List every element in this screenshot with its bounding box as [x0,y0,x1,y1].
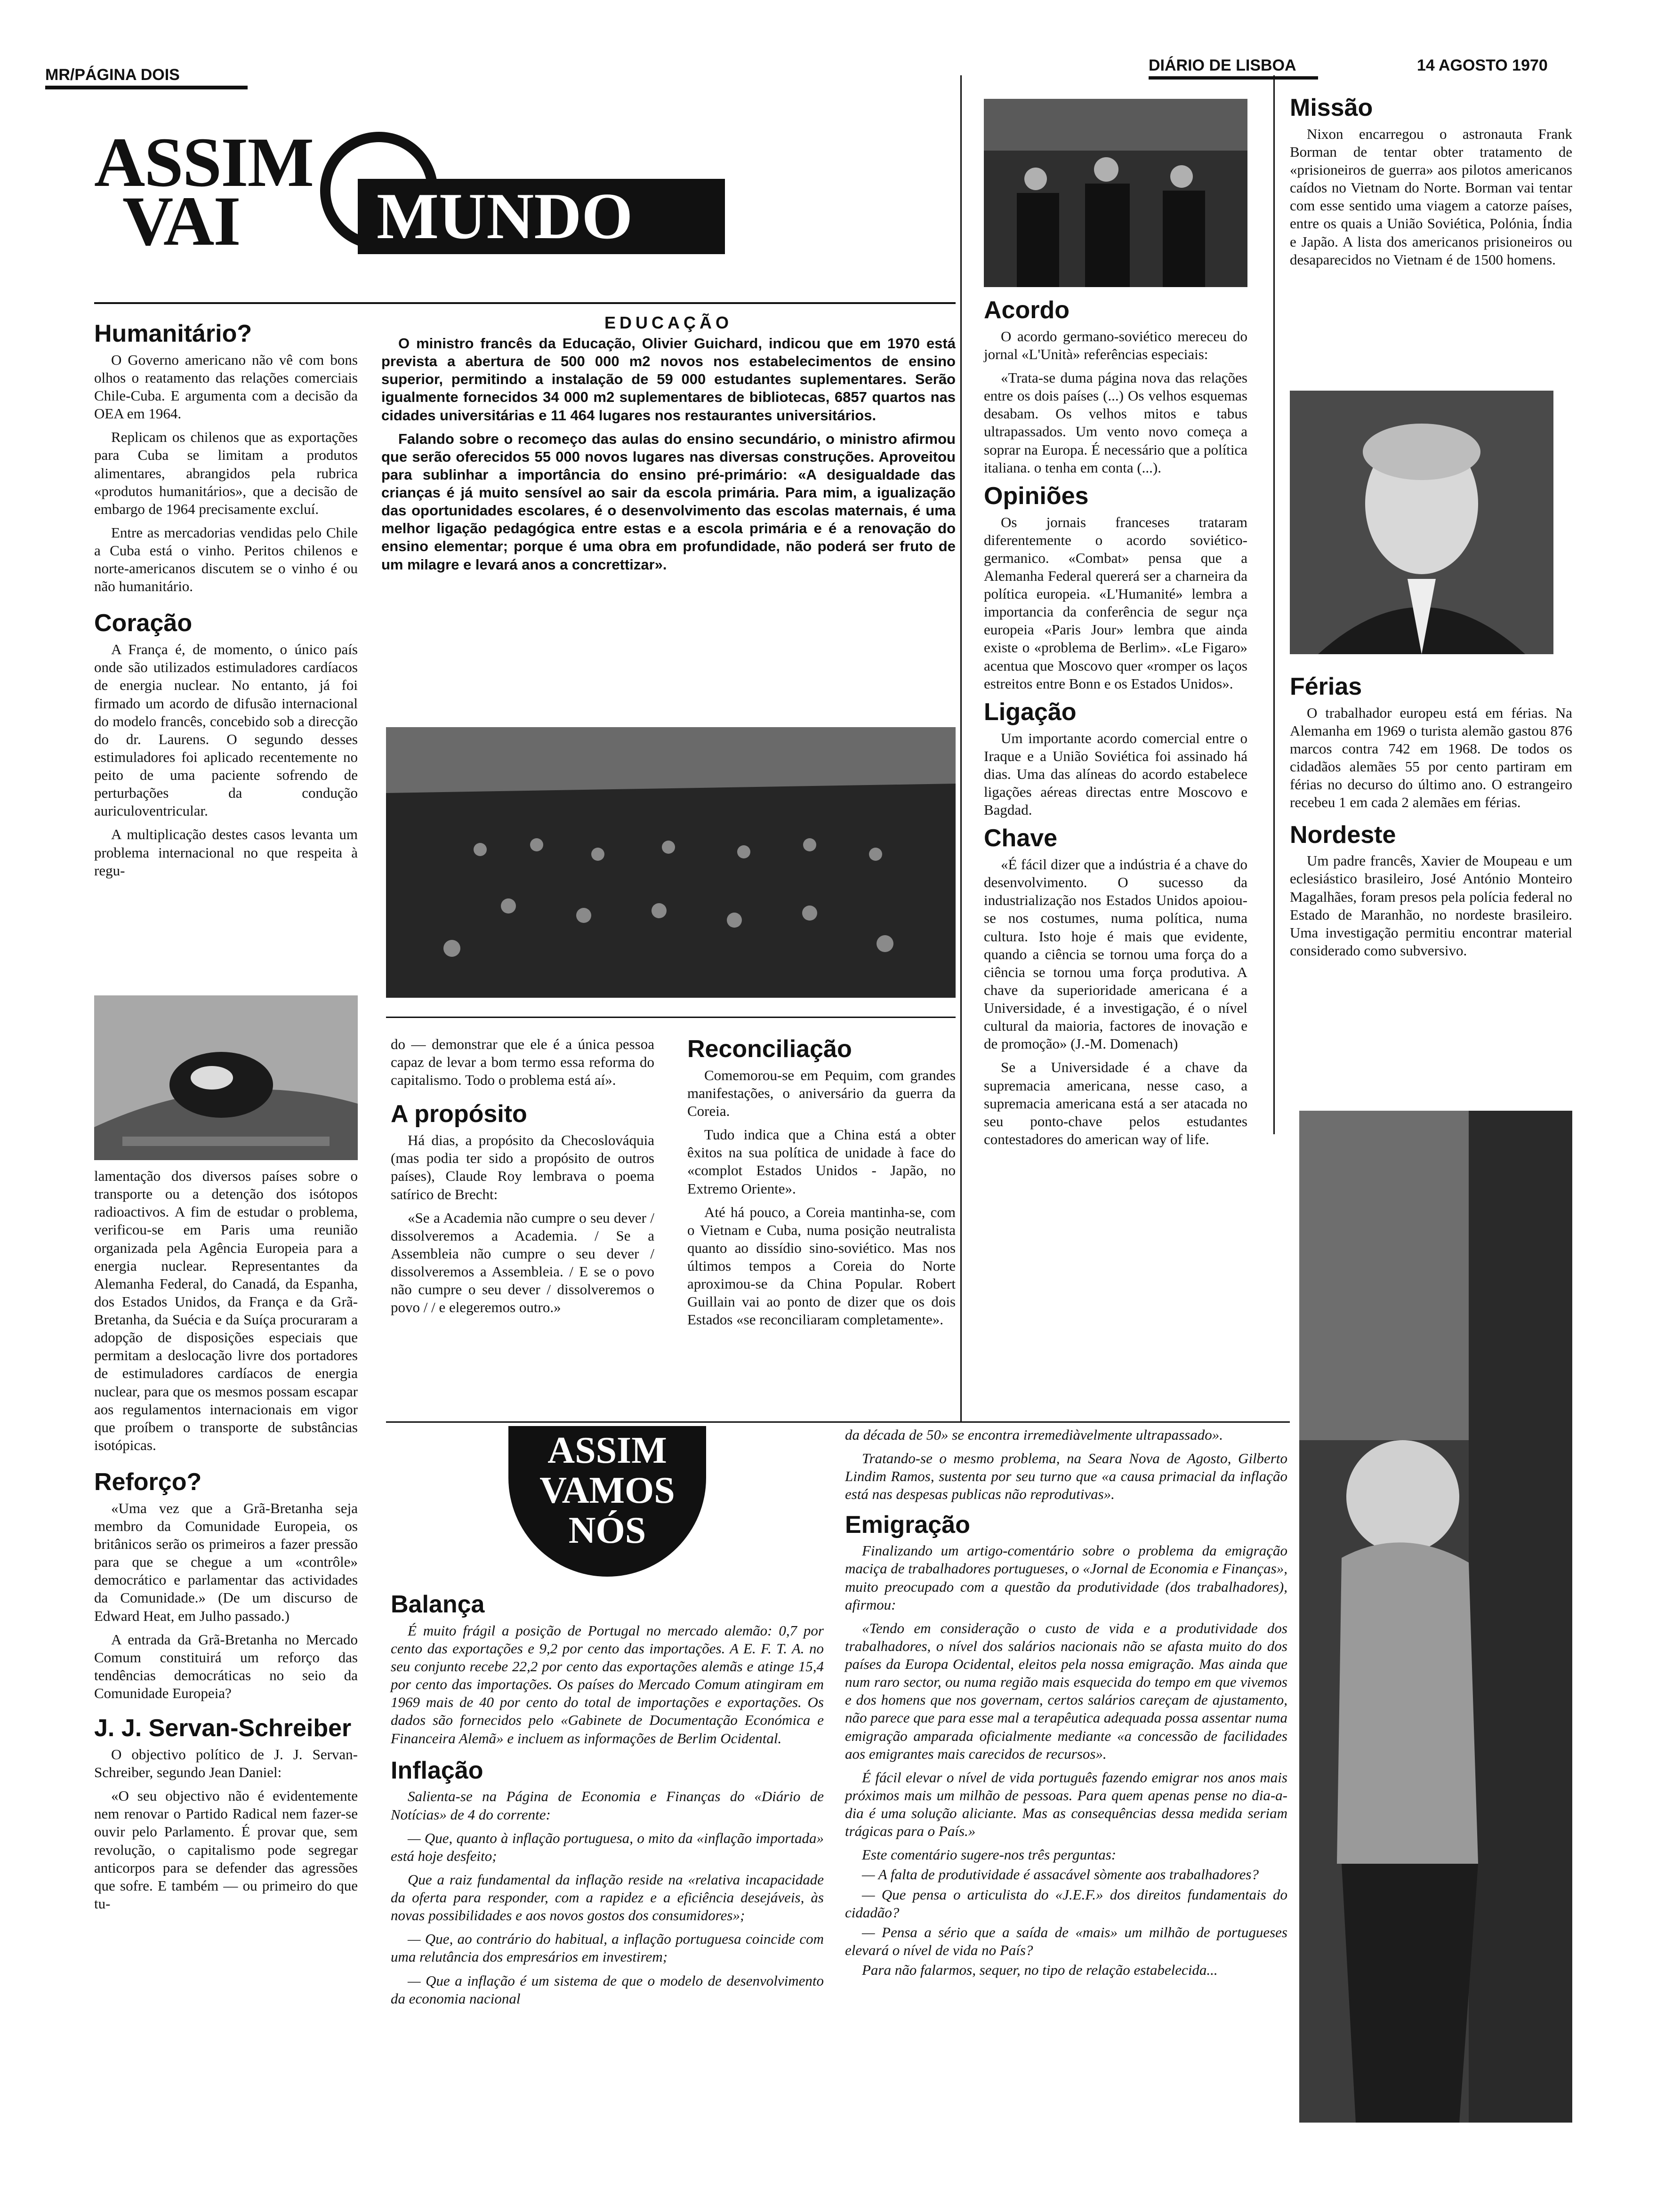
emigracao-p4: Este comentário sugere-nos três perguntas: [862,1846,1117,1863]
col-acordo [984,297,1247,1154]
missao-title: Missão [1290,94,1373,121]
aproposito-p1: Há dias, a propósito da Checoslováquia (mas podia ter sido a propósito de outros países), Claude Roy lembrava o poema satírico de Brecht: [391,1132,654,1202]
header-rule-right [1149,76,1318,80]
humanitario-p3: Entre as mercadorias vendidas pelo Chile a Cuba está o vinho. Peritos chilenos e norte-americanos discutem se o vinho é ou não humanitário. [94,524,358,595]
servan-cont: do — demonstrar que ele é a única pessoa capaz de levar a bom termo essa reforma do capitalismo. Todo o problema está aí». [391,1036,654,1089]
reconciliacao-p2: Tudo indica que a China está a obter êxitos na sua política de unidade à face do «complot Estados Unidos - Japão, no Extremo Oriente». [687,1126,956,1197]
assim-vai-o-mundo-logo [94,123,847,292]
emigracao-p7: — Pensa a sério que a saída de «mais» um milhão de portugueses elevará o nível de vida no País? [845,1923,1287,1958]
emigracao-p5: — A falta de produtividade é assacável sòmente aos trabalhadores? [862,1866,1259,1883]
column-rule-right [1273,75,1275,1134]
logo-rule [94,302,956,304]
col-emigracao [845,1426,1287,1985]
ligacao-p1: Um importante acordo comercial entre o Iraque e a União Soviética foi assinado há dias. Uma das alíneas do acordo estabelece ligações aéreas directas entre Moscovo e Bagdad. [984,729,1247,818]
educacao-p1: O ministro francês da Educação, Olivier Guichard, indicou que em 1970 está prevista a abertura de 500 000 m2 novos nos estabelecimentos de ensino superior, permitindo a instalação de 59 000 estudantes suplementares. Serão igualmente fornecidos 34 000 m2 suplementares de bibliotecas, 6857 quartos nas cidades universitárias e 11 464 lugares nos restaurantes universitários. [381,335,956,424]
aproposito-p2: «Se a Academia não cumpre o seu dever / dissolveremos a Academia. / Se a Assembleia não cumpre o seu dever / dissolveremos a Assembleia. / E se o povo não cumpre o seu dever / dissolveremos o povo / / e elegeremos outro.» [391,1209,654,1316]
balanca-title: Balança [391,1591,485,1618]
section-rule-mid [386,1017,956,1018]
inflacao-p2: — Que, quanto à inflação portuguesa, o mito da «inflação importada» está hoje desfeito; [391,1829,824,1864]
inflacao-p3: Que a raiz fundamental da inflação reside na «relativa incapacidade da oferta para responder, com a rapidez e a eficiência desejáveis, às novas possibilidades e aos novos gostos dos consumidores»; [391,1871,824,1924]
coracao-p1: A França é, de momento, o único país onde são utilizados estimuladores cardíacos de energia nuclear. No entanto, já foi firmado um acordo de difusão internacional do modelo francês, concebido sob a direcção do dr. Laurens. O segundo desses estimuladores foi aplicado recentemente no peito de uma paciente sofrendo de perturbações da condução auriculoventricular. [94,641,358,819]
acordo-p2: «Trata-se duma página nova das relações entre os dois países (...) Os velhos esquemas desabam. Os velhos mitos e tabus ultrapassados. Um vento novo começa a soprar na Europa. É necessário que a política italiana. o tenha em conta (...). [984,369,1247,476]
educacao-title: EDUCAÇÃO [604,313,732,332]
photo-classroom [386,727,956,998]
reconciliacao-p3: Até há pouco, a Coreia mantinha-se, com o Vietnam e Cuba, numa posição neutralista quanto ao dissídio sino-soviético. Mas nos últimos tempos a Coreia do Norte aproximou-se da China Popular. Robert Guillain vai ao ponto de dizer que os dois Estados «se reconciliaram completamente». [687,1203,956,1328]
servan-p1: O objectivo político de J. J. Servan-Schreiber, segundo Jean Daniel: [94,1746,358,1781]
col-missao [1290,94,1572,274]
emigracao-p6: — Que pensa o articulista do «J.E.F.» dos direitos fundamentais do cidadão? [845,1886,1287,1921]
aproposito-title: A propósito [391,1100,527,1128]
reconciliacao-title: Reconciliação [687,1035,852,1063]
ligacao-title: Ligação [984,698,1077,726]
photo-woman-street [1299,1111,1572,2123]
col-mid-right [687,1035,956,1335]
reforco-p2: A entrada da Grã-Bretanha no Mercado Comum constituirá um reforço das tendências democráticas no seio da Comunidade Europeia? [94,1631,358,1702]
acordo-p1: O acordo germano-soviético mereceu do jornal «L'Unità» referências especiais: [984,328,1247,362]
header-rule-left [45,86,248,89]
humanitario-p1: O Governo americano não vê com bons olhos o reatamento das relações comerciais Chile-Cuba. E argumenta com a decisão da OEA em 1964. [94,351,358,422]
logo-assim: ASSIM [94,123,314,201]
col-humanitario [94,320,358,885]
coracao-title: Coração [94,609,193,637]
educacao-p2: Falando sobre o recomeço das aulas do ensino secundário, o ministro afirmou que serão oferecidos 55 000 novos lugares nas diversas construções. Aproveitou para sublinhar a importância do ensino pré-primário: «A desigualdade das crianças é já muito sensível ao sair da escola primária. Para mim, a igualização das oportunidades escolares, é o desenvolvimento das escolas maternais, é uma melhor ligação pedagógica entre estas e a escola primária e é a renovação do ensino elementar; porque é uma obra em profundidade, não poderá ser fruto de um milagre e levará anos a concrettizar». [381,430,956,573]
humanitario-title: Humanitário? [94,320,252,347]
reforco-p1: «Uma vez que a Grã-Bretanha seja membro da Comunidade Europeia, os britânicos serão os primeiros a fazer pressão para que se chegue a um «contrôle» democrático e parlamentar das actividades da Comunidade.» (De um discurso de Edward Heat, em Julho passado.) [94,1499,358,1624]
servan-title: J. J. Servan-Schreiber [94,1715,352,1742]
photo-stimulator [94,995,358,1160]
ferias-p1: O trabalhador europeu está em férias. Na Alemanha em 1969 o turista alemão gastou 876 marcos contra 742 em 1968. De todos os cidadãos alemães 55 por cento partiram em férias no decurso do último ano. O estrangeiro recebeu 1 em cada 2 alemães em férias. [1290,704,1572,811]
emigracao-p8: Para não falarmos, sequer, no tipo de relação estabelecida... [862,1962,1218,1979]
column-rule [960,75,962,1421]
logo-vai: VAI [122,182,240,260]
opinioes-p1: Os jornais franceses trataram diferentemente o acordo soviético-germanico. «Combat» pensa que a Alemanha Federal quererá ser a charneira da política europeia. «L'Humanité» lembra a importancia da conferência de segur nça europeia «Paris Jour» lembra que ainda existe o «problema de Berlim». «Le Figaro» acentua que Moscovo quer «romper os laços estreitos entre Bonn e os Estados Unidos». [984,513,1247,692]
acordo-title: Acordo [984,297,1070,324]
col-coracao-cont [94,1167,358,1918]
chave-p2: Se a Universidade é a chave da supremacia americana, nesse caso, a supremacia americana está a ser atacada no seu ponto-chave pelos estudantes contestadores do american way of life. [984,1059,1247,1147]
nordeste-p1: Um padre francês, Xavier de Moupeau e um eclesiástico brasileiro, José António Monteiro Magalhães, foram presos pela polícia federal no Estado de Maranhão, no nordeste brasileiro. Uma investigação permitiu encontrar material considerado como subversivo. [1290,852,1572,959]
reforco-title: Reforço? [94,1468,202,1496]
educacao-article [381,313,956,579]
inflacao-cont-p2: Tratando-se o mesmo problema, na Seara Nova de Agosto, Gilberto Lindim Ramos, sustenta por seu turno que «a causa primacial da inflação está nas despesas publicas não reprodutivas». [845,1450,1287,1503]
inflacao-p5: — Que a inflação é um sistema de que o modelo de desenvolvimento da economia nacional [391,1972,824,2007]
col-balanca-inflacao [391,1591,824,2013]
ferias-title: Férias [1290,673,1362,700]
inflacao-p1: Salienta-se na Página de Economia e Finanças do «Diário de Notícias» de 4 do corrente: [391,1788,824,1823]
emigracao-p3: É fácil elevar o nível de vida português fazendo emigrar nos anos mais próximos mais um milhão de pessoas. Para quem apenas pense no dia-a-dia é uma solução aliciante. Mas as consequências dessa medida seriam trágicas para o País.» [845,1769,1287,1840]
opinioes-title: Opiniões [984,482,1089,510]
bottom-section-rule [386,1421,1290,1423]
issue-date: 14 AGOSTO 1970 [1417,56,1548,74]
badge-line1: ASSIM [547,1430,667,1471]
inflacao-cont-p1: da década de 50» se encontra irremediàvelmente ultrapassado». [845,1427,1223,1443]
col-mid-left [391,1035,654,1322]
coracao-p2: A multiplicação destes casos levanta um problema internacional no que respeita à regu- [94,826,358,879]
nordeste-title: Nordeste [1290,821,1396,849]
assim-vamos-nos-badge [508,1426,706,1577]
chave-title: Chave [984,825,1058,852]
missao-p1: Nixon encarregou o astronauta Frank Borman de tentar obter tratamento de «prisioneiros de guerra» aos pilotos americanos caídos no Vietnam do Norte. Borman vai tentar com esse sentido uma viagem a catorze países, entre os quais a União Soviética, Polónia, Índia e Japão. A lista dos americanos prisioneiros ou desaparecidos no Vietnam é de 1500 homens. [1290,125,1572,268]
photo-frank-borman [1290,391,1553,654]
emigracao-p1: Finalizando um artigo-comentário sobre o problema da emigração maciça de trabalhadores portugueses, o «Jornal de Economia e Finanças», muito preocupado com a questão da produtividade (dos trabalhadores), afirmou: [845,1542,1287,1613]
humanitario-p2: Replicam os chilenos que as exportações para Cuba se limitam a produtos alimentares, abrangidos pela rubrica «produtos humanitários», que a decisão de embargo de 1964 precisamente excluí. [94,429,358,517]
page-label: MR/PÁGINA DOIS [45,66,180,84]
coracao-cont: lamentação dos diversos países sobre o transporte ou a detenção dos isótopos radioactivos. A fim de estudar o problema, verificou-se em Paris uma reunião organizada pela Agência Europeia para a energia nuclear. Representantes da Alemanha Federal, do Canadá, da Espanha, dos Estados Unidos, da França e da Grã-Bretanha, da Suécia e da Suíça procuraram a adopção de disposições especiais que permitam a deslocação livre dos portadores de estimuladores cardíacos de energia nuclear, para que os mesmos possam escapar aos regulamentos internacionais em vigor que proíbem o transporte de substâncias isotópicas. [94,1168,358,1453]
badge-line2: VAMOS [539,1470,675,1511]
servan-p2: «O seu objectivo não é evidentemente nem renovar o Partido Radical nem fazer-se ouvir pelo Parlamento. É provar que, sem revolução, o capitalismo pode segregar anticorpos para se defender das agressões que sofre. E também — ou primeiro do que tu- [94,1787,358,1912]
inflacao-p4: — Que, ao contrário do habitual, a inflação portuguesa coincide com uma relutância dos empresários em investirem; [391,1931,824,1965]
chave-p1: «É fácil dizer que a indústria é a chave do desenvolvimento. O sucesso da industrialização nos Estados Unidos apoiou-se nos costumes, numa política, numa cultura. Isto hoje é mais que evidente, quando a ciência se tornou uma força do a ciência se tornou uma força produtiva. A chave da superioridade americana é a Universidade, é a investigação, é o nível cultural da maioria, factores de inovação e de promoção» (J.-M. Domenach) [984,856,1247,1052]
balanca-p1: É muito frágil a posição de Portugal no mercado alemão: 0,7 por cento das exportações e 9,2 por cento das importações. A E. F. T. A. no seu conjunto recebe 22,2 por cento das exportações alemãs e atinge 15,4 por cento das importações. Os países do Mercado Comum atingiram em 1969 mais de 40 por cento do total de importações e exportações. Os dados são fornecidos pelo «Gabinete de Documentação Económica e Financeira Alemã» e incluem as informações de Berlim Ocidental. [391,1622,824,1747]
col-ferias [1290,673,1572,965]
photo-acordo-delegation [984,99,1247,287]
emigracao-p2: «Tendo em consideração o custo de vida e a produtividade dos trabalhadores, o nível dos salários nacionais não se afasta muito do dos países da Europa Ocidental, eleitos pela nossa emigração. Mas ainda que num raro sector, ou numa região mais esquecida do tempo em que vivemos e dos homens que nos governam, certos salários careçam de ajustamento, não parece que para esse mal a terapêutica adequada possa assentar numa emigração amparada oficialmente mediante «a concessão de facilidades aos emigrantes mais carecidos de recursos». [845,1619,1287,1762]
newspaper-name: DIÁRIO DE LISBOA [1149,56,1296,74]
logo-mundo: MUNDO [358,179,725,254]
inflacao-title: Inflação [391,1756,483,1784]
reconciliacao-p1: Comemorou-se em Pequim, com grandes manifestações, o aniversário da guerra da Coreia. [687,1066,956,1120]
emigracao-title: Emigração [845,1511,970,1539]
badge-line3: NÓS [568,1510,646,1551]
